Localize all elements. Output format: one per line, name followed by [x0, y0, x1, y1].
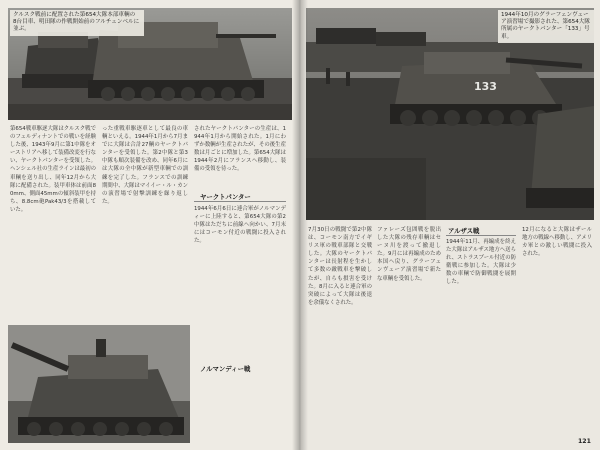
left-text-column-1	[10, 125, 96, 320]
right-column-1-body: 7月30日の戦闘で第2中隊は、コーモン南方でイギリス軍の戦車部隊と交戦した。大隊のヤークトパンターは長射程を生かして多数の敵戦車を撃破したが、自らも損害を受けた。8月に入ると連合軍の突破によって大隊は後退を余儀なくされた。	[308, 227, 372, 306]
left-column-3a-body: されたヤークトパンターの生産は、1944年1月から開始された。1月にわずか数輌が生産されたが、その後生産数は月ごとに増加した。第654大隊は1944年2月にフランスへ移動し、装備の受領を待った。	[194, 126, 286, 173]
right-text-column-3	[446, 238, 516, 438]
left-section-rule	[194, 201, 286, 202]
right-section-heading-alsace: アルザス戦	[448, 227, 480, 235]
left-column-2-body: った重戦車駆逐車として最良の車輌といえる。1944年1月から7月までに大隊は合計27輌のヤークトパンターを受領した。第2中隊と第3中隊も順次装備を改め、同年6月には大隊の全中隊が新型車輌での訓練を完了した。フランスでの訓練期間中、大隊はマイイー・ル・カンの演習場で射撃訓練を繰り返した。	[102, 126, 188, 205]
left-column-1-body: 第654戦車駆逐大隊はクルスク戦でのフェルディナントでの戦いを経験した後、1943年9月に第1中隊をオーストリアへ移して装備改変を行ない、ヤークトパンターを受領した。ヘンシェル社の生産ラインは最初の車輌を送り出し、同年12月から大隊に配備された。装甲車体は前面80mm、側面45mmの傾斜装甲を持ち、8.8cm砲Pak43/3を搭載していた。	[10, 126, 96, 213]
right-text-column-1	[308, 226, 372, 438]
left-text-column-2	[102, 125, 188, 320]
right-top-photo-caption: 1944年10月のグラーフェンヴェーア演習場で撮影された、第654大隊所属のヤークトパンター「133」号車。	[498, 10, 594, 43]
page-number: 121	[578, 438, 591, 445]
tank-number-marking: 133	[474, 80, 497, 93]
right-text-column-4	[522, 226, 592, 426]
left-text-column-3a	[194, 125, 286, 185]
right-column-2-body: ファレーズ包囲戦を脱出した大隊の残存車輌はセーヌ川を渡って撤退した。9月には再編成のため本国へ戻り、グラーフェンヴェーア演習場で新たな車輌を受領した。	[377, 227, 441, 282]
left-column-3b-body: 1944年6月6日に連合軍がノルマンディーに上陸すると、第654大隊の第2中隊はただちに前線へ向かい、7月末にはコーモン付近の戦闘に投入された。	[194, 206, 286, 245]
right-text-column-2	[377, 226, 441, 438]
left-section-heading-normandy: ノルマンディー戦	[200, 365, 251, 373]
right-column-4-body: 12月になると大隊はザール地方の戦線へ移動し、アメリカ軍との激しい戦闘に投入された。	[522, 227, 592, 258]
left-section-heading-jagdpanther: ヤークトパンター	[200, 193, 251, 201]
book-gutter-shadow	[292, 0, 308, 450]
right-page	[300, 0, 600, 450]
left-bottom-photo	[8, 325, 190, 443]
right-column-3-body: 1944年11月、再編成を終えた大隊はアルザス地方へ送られ、ストラスブール付近の防衛戦に参加した。大隊は少数の車輌で防御戦闘を展開した。	[446, 239, 516, 286]
right-section-rule	[446, 235, 516, 236]
left-top-photo-caption: クルスク戦前に配置された第654大隊本部車輌の 8台目車、明田隊の作戦開始前のフルチェンベルに並ぶ。	[10, 10, 144, 36]
left-text-column-3b	[194, 205, 286, 360]
